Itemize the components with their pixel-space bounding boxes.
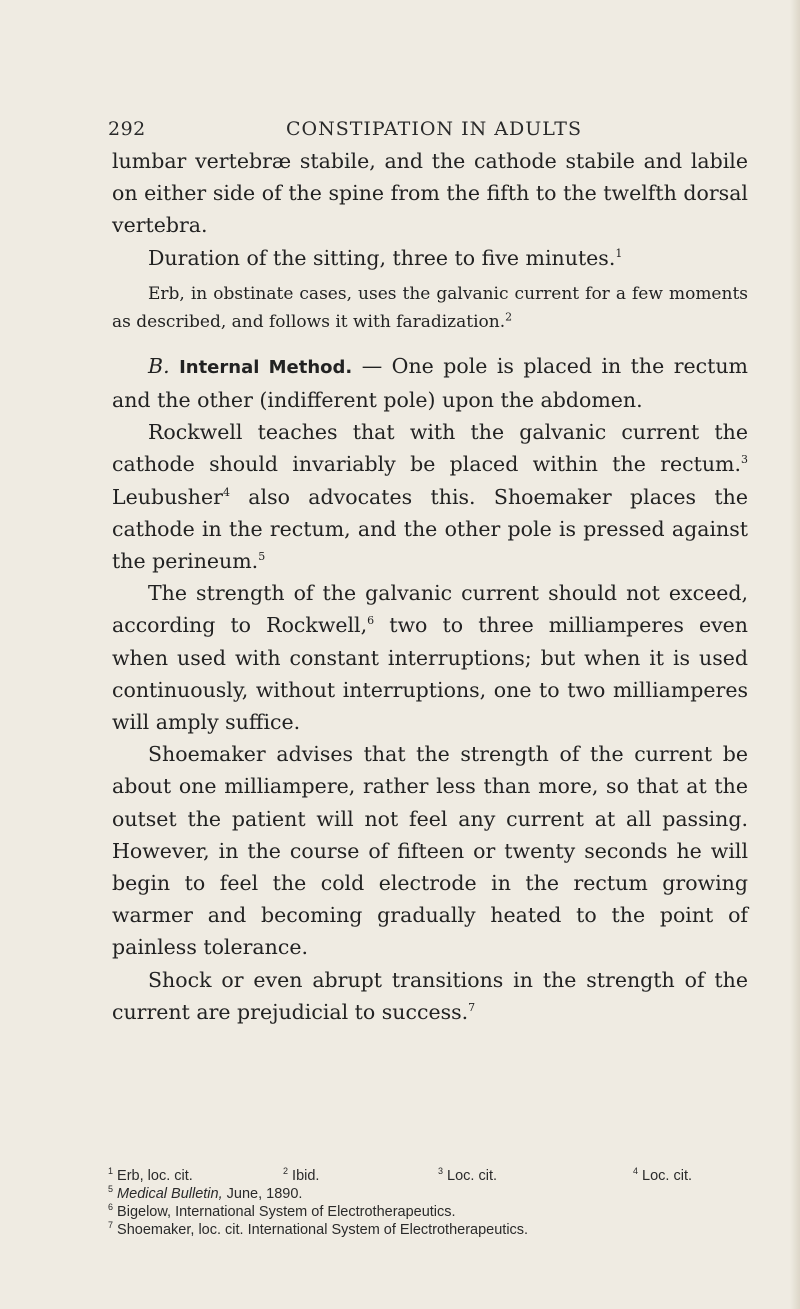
section-heading: Internal Method. <box>179 356 353 378</box>
footnote-5: $^5$ Medical Bulletin, June, 1890. <box>108 1184 303 1202</box>
footnote-ref: 5 <box>258 550 266 564</box>
footnotes <box>108 1167 758 1239</box>
paragraph: lumbar vertebræ stabile, and the cathode stabile and labile on either side of the spine from the fifth to the twelfth dorsal vertebra. <box>112 149 748 238</box>
footnote-ref: 7 <box>468 1001 476 1015</box>
footnote-7: $^7$ Shoemaker, loc. cit. International System of Electrotherapeutics. <box>108 1220 529 1238</box>
footnote-ref: 6 <box>367 614 375 628</box>
section-heading-paragraph: B. Internal Method. — One pole is placed in the rectum and the other (indifferent pole) upon the abdomen. <box>112 353 748 413</box>
paragraph: Rockwell teaches that with the galvanic current the cathode should invariably be placed within the rectum.$^3$ Leubusher$^4$ also advocates this. Shoemaker places the cathode in the rectum, and the other pole is pressed against the perineum.$^5$ <box>112 420 748 574</box>
footnote-2: $^2$ Ibid. <box>283 1166 320 1184</box>
footnote-ref: 3 <box>741 453 748 467</box>
paragraph: The strength of the galvanic current should not exceed, according to Rockwell,$^6$ two to three milliamperes even when used with constant interruptions; but when it is used continuously, without interruptions, one to two milliamperes will amply suffice. <box>112 581 749 735</box>
paragraph: Shock or even abrupt transitions in the strength of the current are prejudicial to success.$^7$ <box>112 967 748 1024</box>
section-label: B. <box>148 353 170 378</box>
footnote-ref: 4 <box>222 485 230 499</box>
footnote-1: $^1$ Erb, loc. cit. <box>108 1166 193 1184</box>
footnote-ref: 2 <box>505 310 513 324</box>
running-title: CONSTIPATION IN ADULTS <box>286 118 582 140</box>
footnote-3: $^3$ Loc. cit. <box>438 1166 498 1184</box>
paragraph: Shoemaker advises that the strength of the current be about one milliampere, rather less than more, so that at the outset the patient will not feel any current at all passing. However, in the course of fifteen or twenty seconds he will begin to feel the cold electrode in the rectum growing warmer and becoming gradually heated to the point of painless tolerance. <box>112 742 748 960</box>
footnote-ref: 1 <box>615 246 623 260</box>
paragraph: Duration of the sitting, three to five minutes.$^1$ <box>148 245 623 270</box>
footnote-4: $^4$ Loc. cit. <box>633 1166 693 1184</box>
page-edge-shadow <box>790 0 800 1309</box>
paragraph-small: Erb, in obstinate cases, uses the galvanic current for a few moments as described, and follows it with faradization.$^2$ <box>112 283 748 332</box>
footnote-6: $^6$ Bigelow, International System of Electrotherapeutics. <box>108 1202 456 1220</box>
page-number: 292 <box>108 118 146 140</box>
footnote-row <box>108 1167 758 1185</box>
page-body <box>112 145 748 1028</box>
